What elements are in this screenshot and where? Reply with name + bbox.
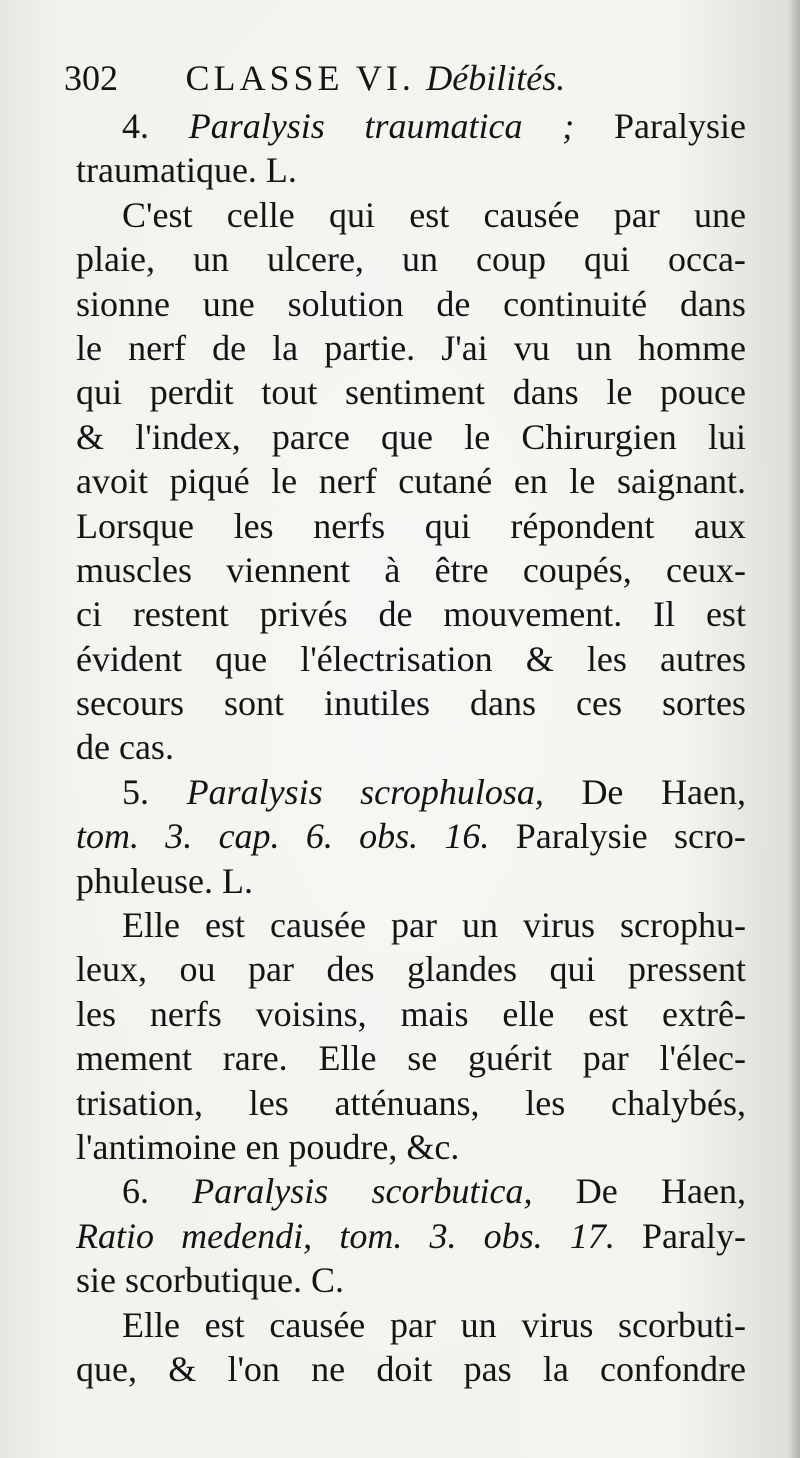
text-line (76, 1347, 746, 1391)
word: lui (707, 416, 746, 457)
word: en (513, 461, 548, 502)
text-line (76, 725, 746, 769)
word: tom. (76, 816, 139, 857)
text-line (76, 237, 746, 281)
word: les (525, 1082, 566, 1123)
word: parce (271, 416, 350, 457)
word: glandes (407, 949, 517, 990)
word: C'est (122, 194, 193, 235)
word: celle (226, 194, 295, 235)
word: Haen, (660, 1171, 746, 1212)
word: une (693, 194, 746, 235)
text-line (76, 947, 746, 991)
word: par (582, 1038, 629, 1079)
word: causée (483, 194, 580, 235)
word: Haen, (661, 771, 746, 812)
word: un (575, 327, 612, 368)
word: elle (502, 993, 555, 1034)
word: Paralysie (515, 816, 648, 857)
word: tom. (339, 1215, 403, 1256)
word: leux, (76, 949, 147, 990)
word: tout (261, 372, 318, 413)
word: Elle (122, 905, 180, 946)
page-number: 302 (64, 58, 118, 98)
word: l'index, (135, 416, 241, 457)
text-line (76, 770, 746, 814)
running-header (64, 52, 754, 104)
word: restent (132, 594, 229, 635)
word: être (434, 549, 489, 590)
text-line (76, 1258, 746, 1302)
word: privés (259, 594, 348, 635)
word: Elle (318, 1038, 377, 1079)
word: atténuans, (334, 1082, 480, 1123)
word: qui (583, 239, 630, 280)
text-line (76, 148, 746, 192)
word: saignant. (616, 461, 746, 502)
word: Paralysis (188, 106, 325, 146)
word: causée (269, 1304, 366, 1345)
word: par (390, 905, 437, 946)
word: homme (637, 327, 746, 368)
word: scrophulosa, (360, 771, 544, 812)
word: est (588, 993, 629, 1034)
word: des (326, 949, 375, 990)
word: & (525, 638, 554, 679)
word: De (575, 1171, 618, 1212)
word: aux (693, 505, 746, 546)
word: ; (562, 106, 575, 146)
word: virus (521, 1304, 594, 1345)
text-line (76, 903, 746, 947)
word: scro- (673, 816, 746, 857)
text-line (76, 1303, 746, 1347)
word: sie scorbutique. C. (76, 1260, 344, 1301)
word: De (581, 771, 624, 812)
word: ulcere, (267, 239, 364, 280)
word: nerf (318, 461, 377, 502)
word: l'antimoine en poudre, &c. (76, 1126, 460, 1167)
word: la (542, 1348, 569, 1389)
text-line (76, 415, 746, 459)
word: l'élec- (659, 1038, 746, 1079)
text-line (76, 1214, 746, 1258)
word: de (378, 594, 413, 635)
word: ceux- (666, 549, 746, 590)
body-text (76, 104, 746, 1391)
word: partie. (324, 327, 416, 368)
word: phuleuse. L. (76, 860, 253, 901)
word: qui (549, 949, 596, 990)
word: Paralysis (186, 771, 323, 812)
word: un (461, 905, 498, 946)
word: sortes (661, 683, 746, 724)
word: 3. (429, 1215, 457, 1256)
word: mais (400, 993, 469, 1034)
word: medendi, (181, 1215, 313, 1256)
word: un (460, 1304, 497, 1345)
word: traumatique. L. (76, 150, 297, 191)
word: extrê- (662, 993, 746, 1034)
word: perdit (149, 372, 234, 413)
word: est (705, 594, 746, 635)
word: l'électrisation (300, 638, 493, 679)
word: par (389, 1304, 436, 1345)
text-line (76, 992, 746, 1036)
word: nerf (128, 327, 187, 368)
word: vu (513, 327, 550, 368)
word: virus (522, 905, 595, 946)
word: dans (512, 372, 579, 413)
word: qui (76, 372, 123, 413)
word: les (586, 638, 627, 679)
text-line (76, 814, 746, 858)
word: 5. (122, 771, 149, 812)
text-line (76, 637, 746, 681)
word: nerfs (149, 993, 222, 1034)
word: qui (424, 505, 471, 546)
word: & (76, 416, 105, 457)
text-line (76, 1036, 746, 1080)
word: ou (179, 949, 216, 990)
word: scrophu- (619, 905, 746, 946)
word: la (272, 327, 299, 368)
word: nerfs (313, 505, 386, 546)
word: muscles (76, 549, 192, 590)
word: les (248, 1082, 289, 1123)
word: 17. (569, 1215, 615, 1256)
word: inutiles (323, 683, 430, 724)
word: sont (223, 683, 284, 724)
text-line (76, 1169, 746, 1213)
word: à (384, 549, 401, 590)
section-title: Débilités. (426, 58, 566, 98)
word: de (212, 327, 247, 368)
word: Paralysie (614, 106, 746, 146)
word: Elle (122, 1304, 180, 1345)
word: coupés, (522, 549, 632, 590)
word: autres (660, 638, 746, 679)
word: mouvement. (443, 594, 623, 635)
word: avoit (76, 461, 148, 502)
word: par (248, 949, 294, 990)
word: traumatica (364, 106, 523, 146)
word: trisation, (76, 1082, 203, 1123)
word: qui (328, 194, 375, 235)
word: les (233, 505, 274, 546)
word: doit (376, 1348, 433, 1389)
word: ne (311, 1348, 346, 1389)
text-line (76, 370, 746, 414)
word: Chirurgien (521, 416, 677, 457)
word: sentiment (345, 372, 486, 413)
word: pouce (660, 372, 746, 413)
word: sionne (76, 283, 170, 324)
word: ces (575, 683, 622, 724)
word: scorbuti- (618, 1304, 746, 1345)
word: & (168, 1348, 197, 1389)
word: une (202, 283, 255, 324)
word: secours (76, 683, 184, 724)
word: évident (76, 638, 182, 679)
word: le (569, 461, 596, 502)
word: J'ai (441, 327, 488, 368)
word: confondre (600, 1348, 746, 1389)
word: rare. (222, 1038, 288, 1079)
word: piqué (169, 461, 250, 502)
word: mement (76, 1038, 192, 1079)
word: 6. (122, 1171, 149, 1212)
word: le (464, 416, 491, 457)
word: pressent (628, 949, 746, 990)
class-label: CLASSE VI. (185, 58, 415, 98)
word: de cas. (76, 727, 174, 768)
text-line (76, 548, 746, 592)
word: guérit (468, 1038, 552, 1079)
word: dans (469, 683, 536, 724)
word: cap. (218, 816, 280, 857)
text-line (76, 592, 746, 636)
word: les (76, 993, 116, 1034)
text-line (76, 193, 746, 237)
word: un (192, 239, 229, 280)
word: Il (653, 594, 676, 635)
word: coup (475, 239, 546, 280)
word: Paraly- (642, 1215, 746, 1256)
word: chalybés, (611, 1082, 746, 1123)
text-line (76, 282, 746, 326)
word: voisins, (255, 993, 367, 1034)
word: un (401, 239, 438, 280)
text-line (76, 681, 746, 725)
word: 16. (444, 816, 490, 857)
word: dans (679, 283, 746, 324)
word: répondent (510, 505, 655, 546)
word: l'on (227, 1348, 280, 1389)
word: par (613, 194, 660, 235)
word: causée (270, 905, 366, 946)
text-line (76, 104, 746, 148)
word: de (436, 283, 471, 324)
text-line (76, 459, 746, 503)
word: 3. (165, 816, 193, 857)
word: Lorsque (76, 505, 194, 546)
text-line (76, 1081, 746, 1125)
word: occa- (668, 239, 746, 280)
text-line (76, 1125, 746, 1169)
word: est (204, 1304, 245, 1345)
word: ci (76, 594, 102, 635)
word: plaie, (76, 239, 155, 280)
word: le (606, 372, 633, 413)
word: que, (76, 1348, 137, 1389)
page-edge-shadow (788, 0, 800, 1458)
word: que (381, 416, 434, 457)
word: se (407, 1038, 438, 1079)
word: pas (463, 1348, 512, 1389)
word: Ratio (76, 1215, 154, 1256)
word: cutané (398, 461, 493, 502)
word: 6. (305, 816, 333, 857)
word: le (76, 327, 102, 368)
word: solution (287, 283, 404, 324)
word: continuité (503, 283, 648, 324)
word: que (215, 638, 268, 679)
word: 4. (122, 106, 149, 146)
text-line (76, 504, 746, 548)
word: scorbutica, (371, 1171, 533, 1212)
word: est (205, 905, 245, 946)
word: viennent (226, 549, 351, 590)
word: le (271, 461, 298, 502)
text-line (76, 859, 746, 903)
word: obs. (359, 816, 419, 857)
text-line (76, 326, 746, 370)
word: obs. (483, 1215, 543, 1256)
word: est (409, 194, 450, 235)
word: Paralysis (192, 1171, 329, 1212)
